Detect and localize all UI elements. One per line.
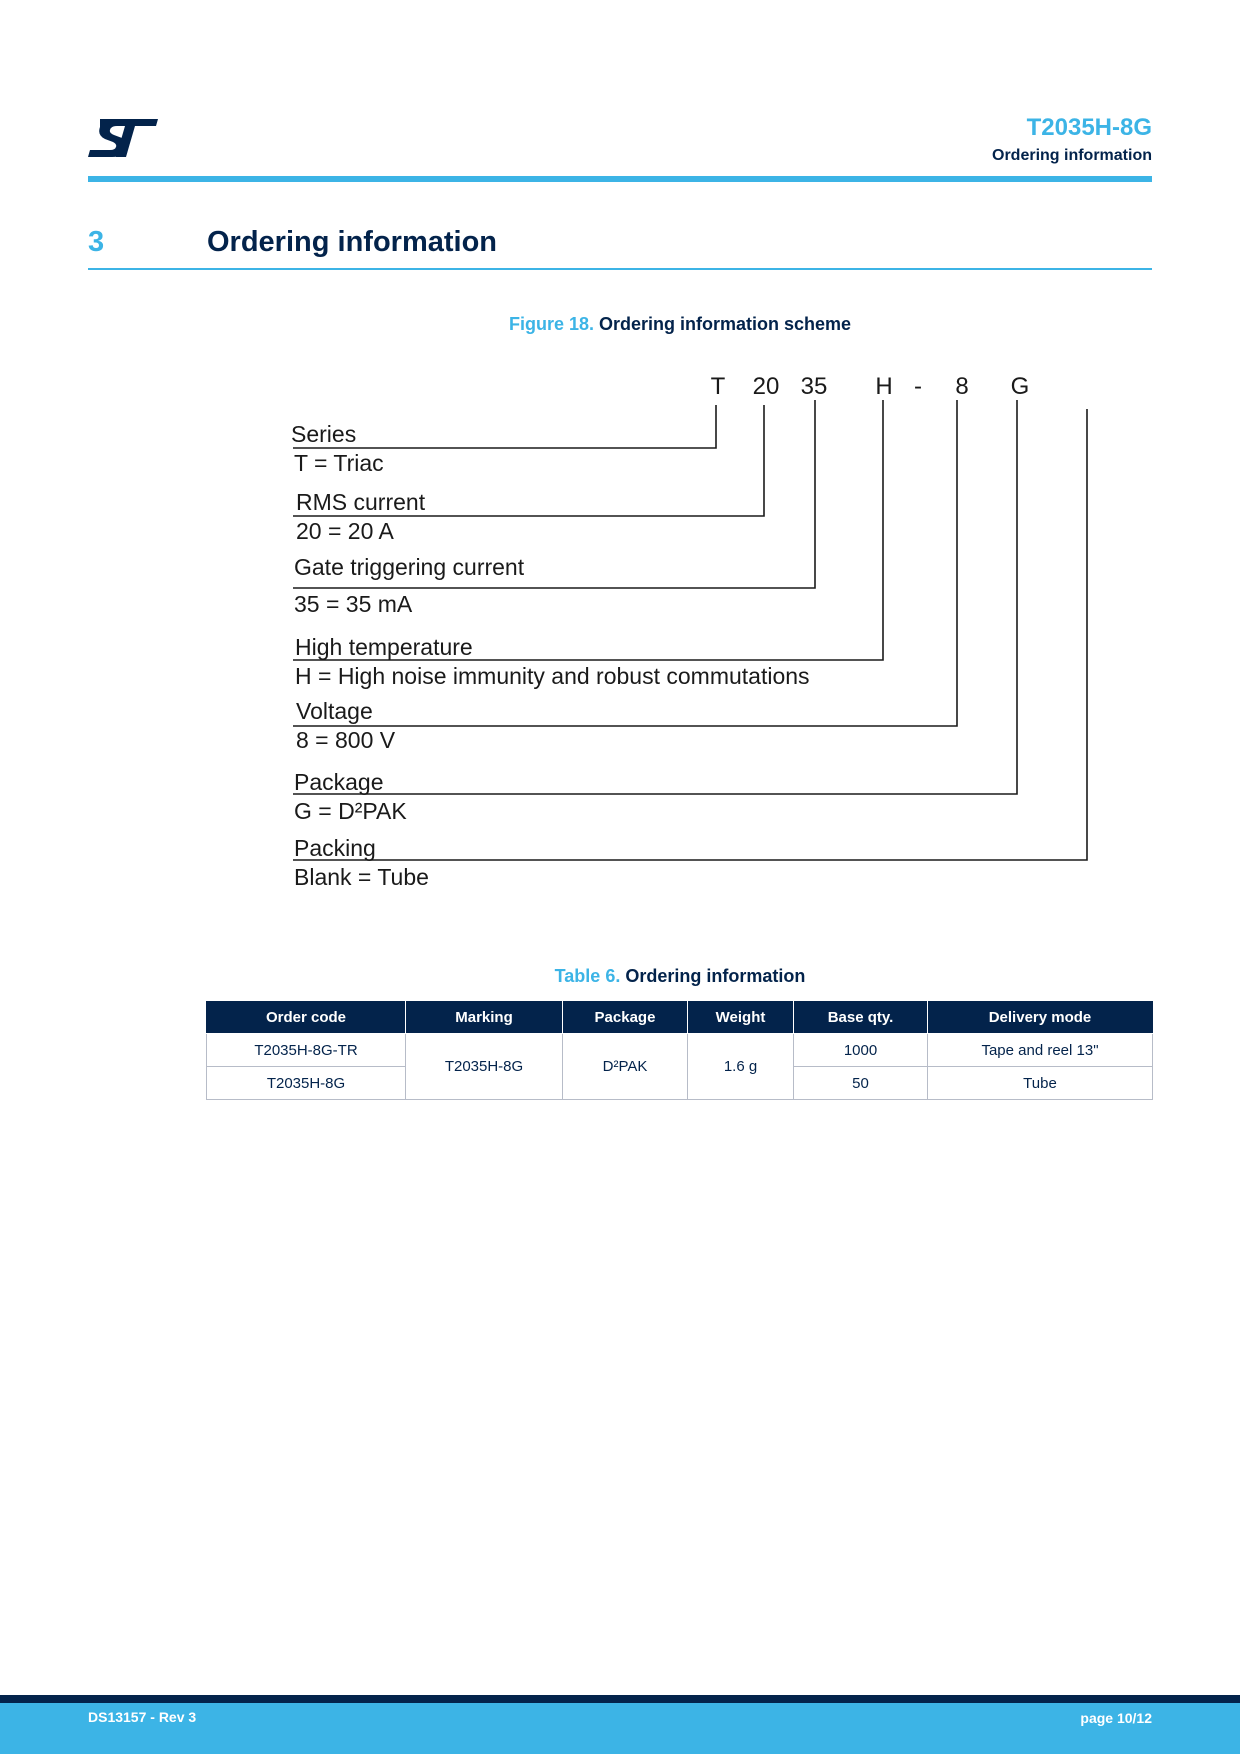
cell-package: D²PAK: [563, 1034, 688, 1100]
cell-order-code: T2035H-8G-TR: [207, 1034, 406, 1067]
cell-base-qty: 50: [794, 1067, 928, 1100]
figure-label: Figure 18.: [508, 314, 594, 334]
cell-delivery-mode: Tube: [928, 1067, 1153, 1100]
cell-weight: 1.6 g: [688, 1034, 794, 1100]
table-label: Table 6.: [554, 966, 621, 986]
header-section-name: Ordering information: [992, 147, 1152, 164]
section-title: Ordering information: [207, 226, 497, 258]
field-name-package: Package: [294, 769, 384, 795]
code-part-series: T: [710, 373, 726, 400]
field-name-voltage: Voltage: [296, 698, 373, 724]
field-name-high-temperature: High temperature: [295, 634, 473, 660]
code-part-high-temperature: H: [875, 373, 893, 400]
field-value-package: G = D²PAK: [294, 798, 407, 824]
column-header-package: Package: [563, 1001, 688, 1034]
footer-top-stripe: [0, 1695, 1240, 1703]
connector-series: [293, 405, 716, 448]
header-product-name: T2035H-8G: [1026, 114, 1152, 141]
column-header-marking: Marking: [406, 1001, 563, 1034]
column-header-weight: Weight: [688, 1001, 794, 1034]
column-header-base-qty: Base qty.: [794, 1001, 928, 1034]
field-value-packing: Blank = Tube: [294, 864, 429, 890]
footer-page-number: page 10/12: [1080, 1710, 1152, 1726]
field-name-rms-current: RMS current: [296, 489, 426, 515]
table-header-row: [207, 1001, 1153, 1034]
cell-delivery-mode: Tape and reel 13": [928, 1034, 1153, 1067]
code-part-package: G: [1010, 373, 1030, 400]
code-part-voltage: 8: [955, 373, 969, 400]
ordering-information-table: [206, 1001, 1153, 1100]
cell-marking: T2035H-8G: [406, 1034, 563, 1100]
code-part-separator: -: [914, 373, 922, 400]
table-caption: [0, 966, 1240, 987]
column-header-order-code: Order code: [207, 1001, 406, 1034]
code-part-gate-current: 35: [800, 373, 828, 400]
column-header-delivery-mode: Delivery mode: [928, 1001, 1153, 1034]
table-row: [207, 1034, 1153, 1067]
figure-title: Ordering information scheme: [599, 314, 852, 334]
cell-base-qty: 1000: [794, 1034, 928, 1067]
section-number: 3: [88, 226, 105, 258]
field-value-gate-current: 35 = 35 mA: [294, 591, 413, 617]
field-name-gate-current: Gate triggering current: [294, 554, 525, 580]
code-part-rms-current: 20: [752, 373, 780, 400]
field-value-high-temperature: H = High noise immunity and robust commutations: [295, 663, 810, 689]
field-name-packing: Packing: [294, 835, 376, 861]
field-value-voltage: 8 = 800 V: [296, 727, 396, 753]
cell-order-code: T2035H-8G: [207, 1067, 406, 1100]
table-title: Ordering information: [625, 966, 806, 986]
footer-document-id: DS13157 - Rev 3: [88, 1709, 197, 1725]
field-name-series: Series: [291, 421, 357, 447]
field-value-rms-current: 20 = 20 A: [296, 518, 394, 544]
field-value-series: T = Triac: [294, 450, 384, 476]
